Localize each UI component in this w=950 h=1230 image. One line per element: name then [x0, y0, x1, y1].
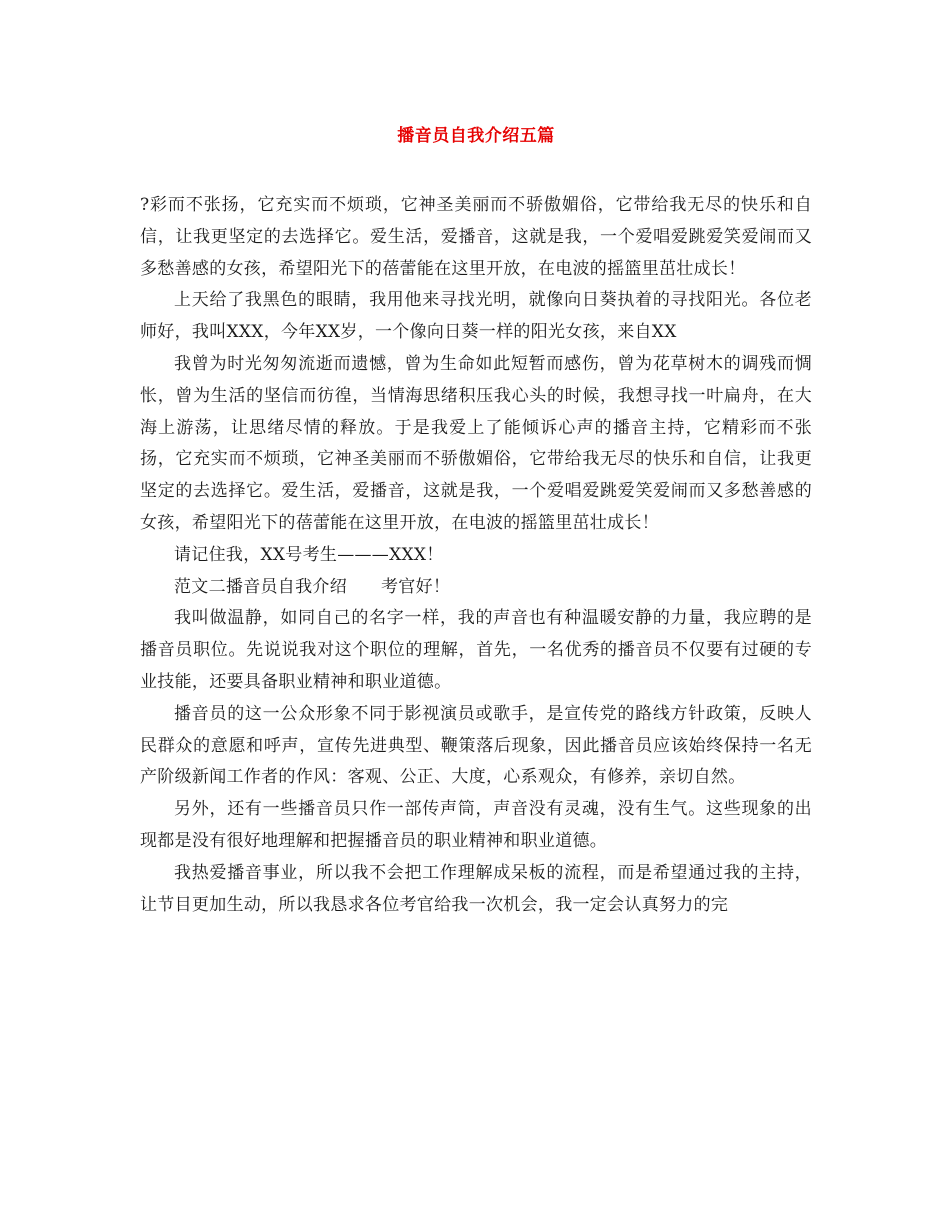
- document-body: [140, 190, 812, 921]
- sample-heading: 范文二播音员自我介绍: [174, 576, 347, 597]
- paragraph-1: ?彩而不张扬，它充实而不烦琐，它神圣美丽而不骄傲媚俗，它带给我无尽的快乐和自信，让我更坚定的去选择它。爱生活，爱播音，这就是我，一个爱唱爱跳爱笑爱闹而又多愁善感的女孩，希望阳光下的蓓蕾能在这里开放，在电波的摇篮里茁壮成长！: [140, 195, 812, 279]
- greeting: 考官好！: [381, 576, 451, 597]
- paragraph-5: [140, 572, 812, 604]
- paragraph-7: 播音员的这一公众形象不同于影视演员或歌手，是宣传党的路线方针政策，反映人民群众的意愿和呼声，宣传先进典型、鞭策落后现象，因此播音员应该始终保持一名无产阶级新闻工作者的作风：客观、公正、大度，心系观众，有修养，亲切自然。: [140, 703, 812, 788]
- paragraph-9: 我热爱播音事业，所以我不会把工作理解成呆板的流程，而是希望通过我的主持，让节目更加生动，所以我恳求各位考官给我一次机会，我一定会认真努力的完: [140, 862, 812, 915]
- paragraph-8: 另外，还有一些播音员只作一部传声筒，声音没有灵魂，没有生气。这些现象的出现都是没有很好地理解和把握播音员的职业精神和职业道德。: [140, 799, 812, 851]
- paragraph-6: 我叫做温静，如同自己的名字一样，我的声音也有种温暖安静的力量，我应聘的是播音员职位。先说说我对这个职位的理解，首先，一名优秀的播音员不仅要有过硬的专业技能，还要具备职业精神和职业道德。: [140, 608, 812, 692]
- paragraph-2: 上天给了我黑色的眼睛，我用他来寻找光明，就像向日葵执着的寻找阳光。各位老师好，我叫XXX，今年XX岁，一个像向日葵一样的阳光女孩，来自XX: [140, 290, 812, 343]
- document-title: 播音员自我介绍五篇: [397, 126, 555, 146]
- paragraph-4: 请记住我，XX号考生———XXX！: [174, 544, 444, 565]
- paragraph-3: 我曾为时光匆匆流逝而遗憾，曾为生命如此短暂而感伤，曾为花草树木的调残而惆怅，曾为生活的坚信而彷徨，当情海思绪积压我心头的时候，我想寻找一叶扁舟，在大海上游荡，让思绪尽情的释放。于是我爱上了能倾诉心声的播音主持，它精彩而不张扬，它充实而不烦琐，它神圣美丽而不骄傲媚俗，它带给我无尽的快乐和自信，让我更坚定的去选择它。爱生活，爱播音，这就是我，一个爱唱爱跳爱笑爱闹而又多愁善感的女孩，希望阳光下的蓓蕾能在这里开放，在电波的摇篮里茁壮成长！: [140, 353, 812, 533]
